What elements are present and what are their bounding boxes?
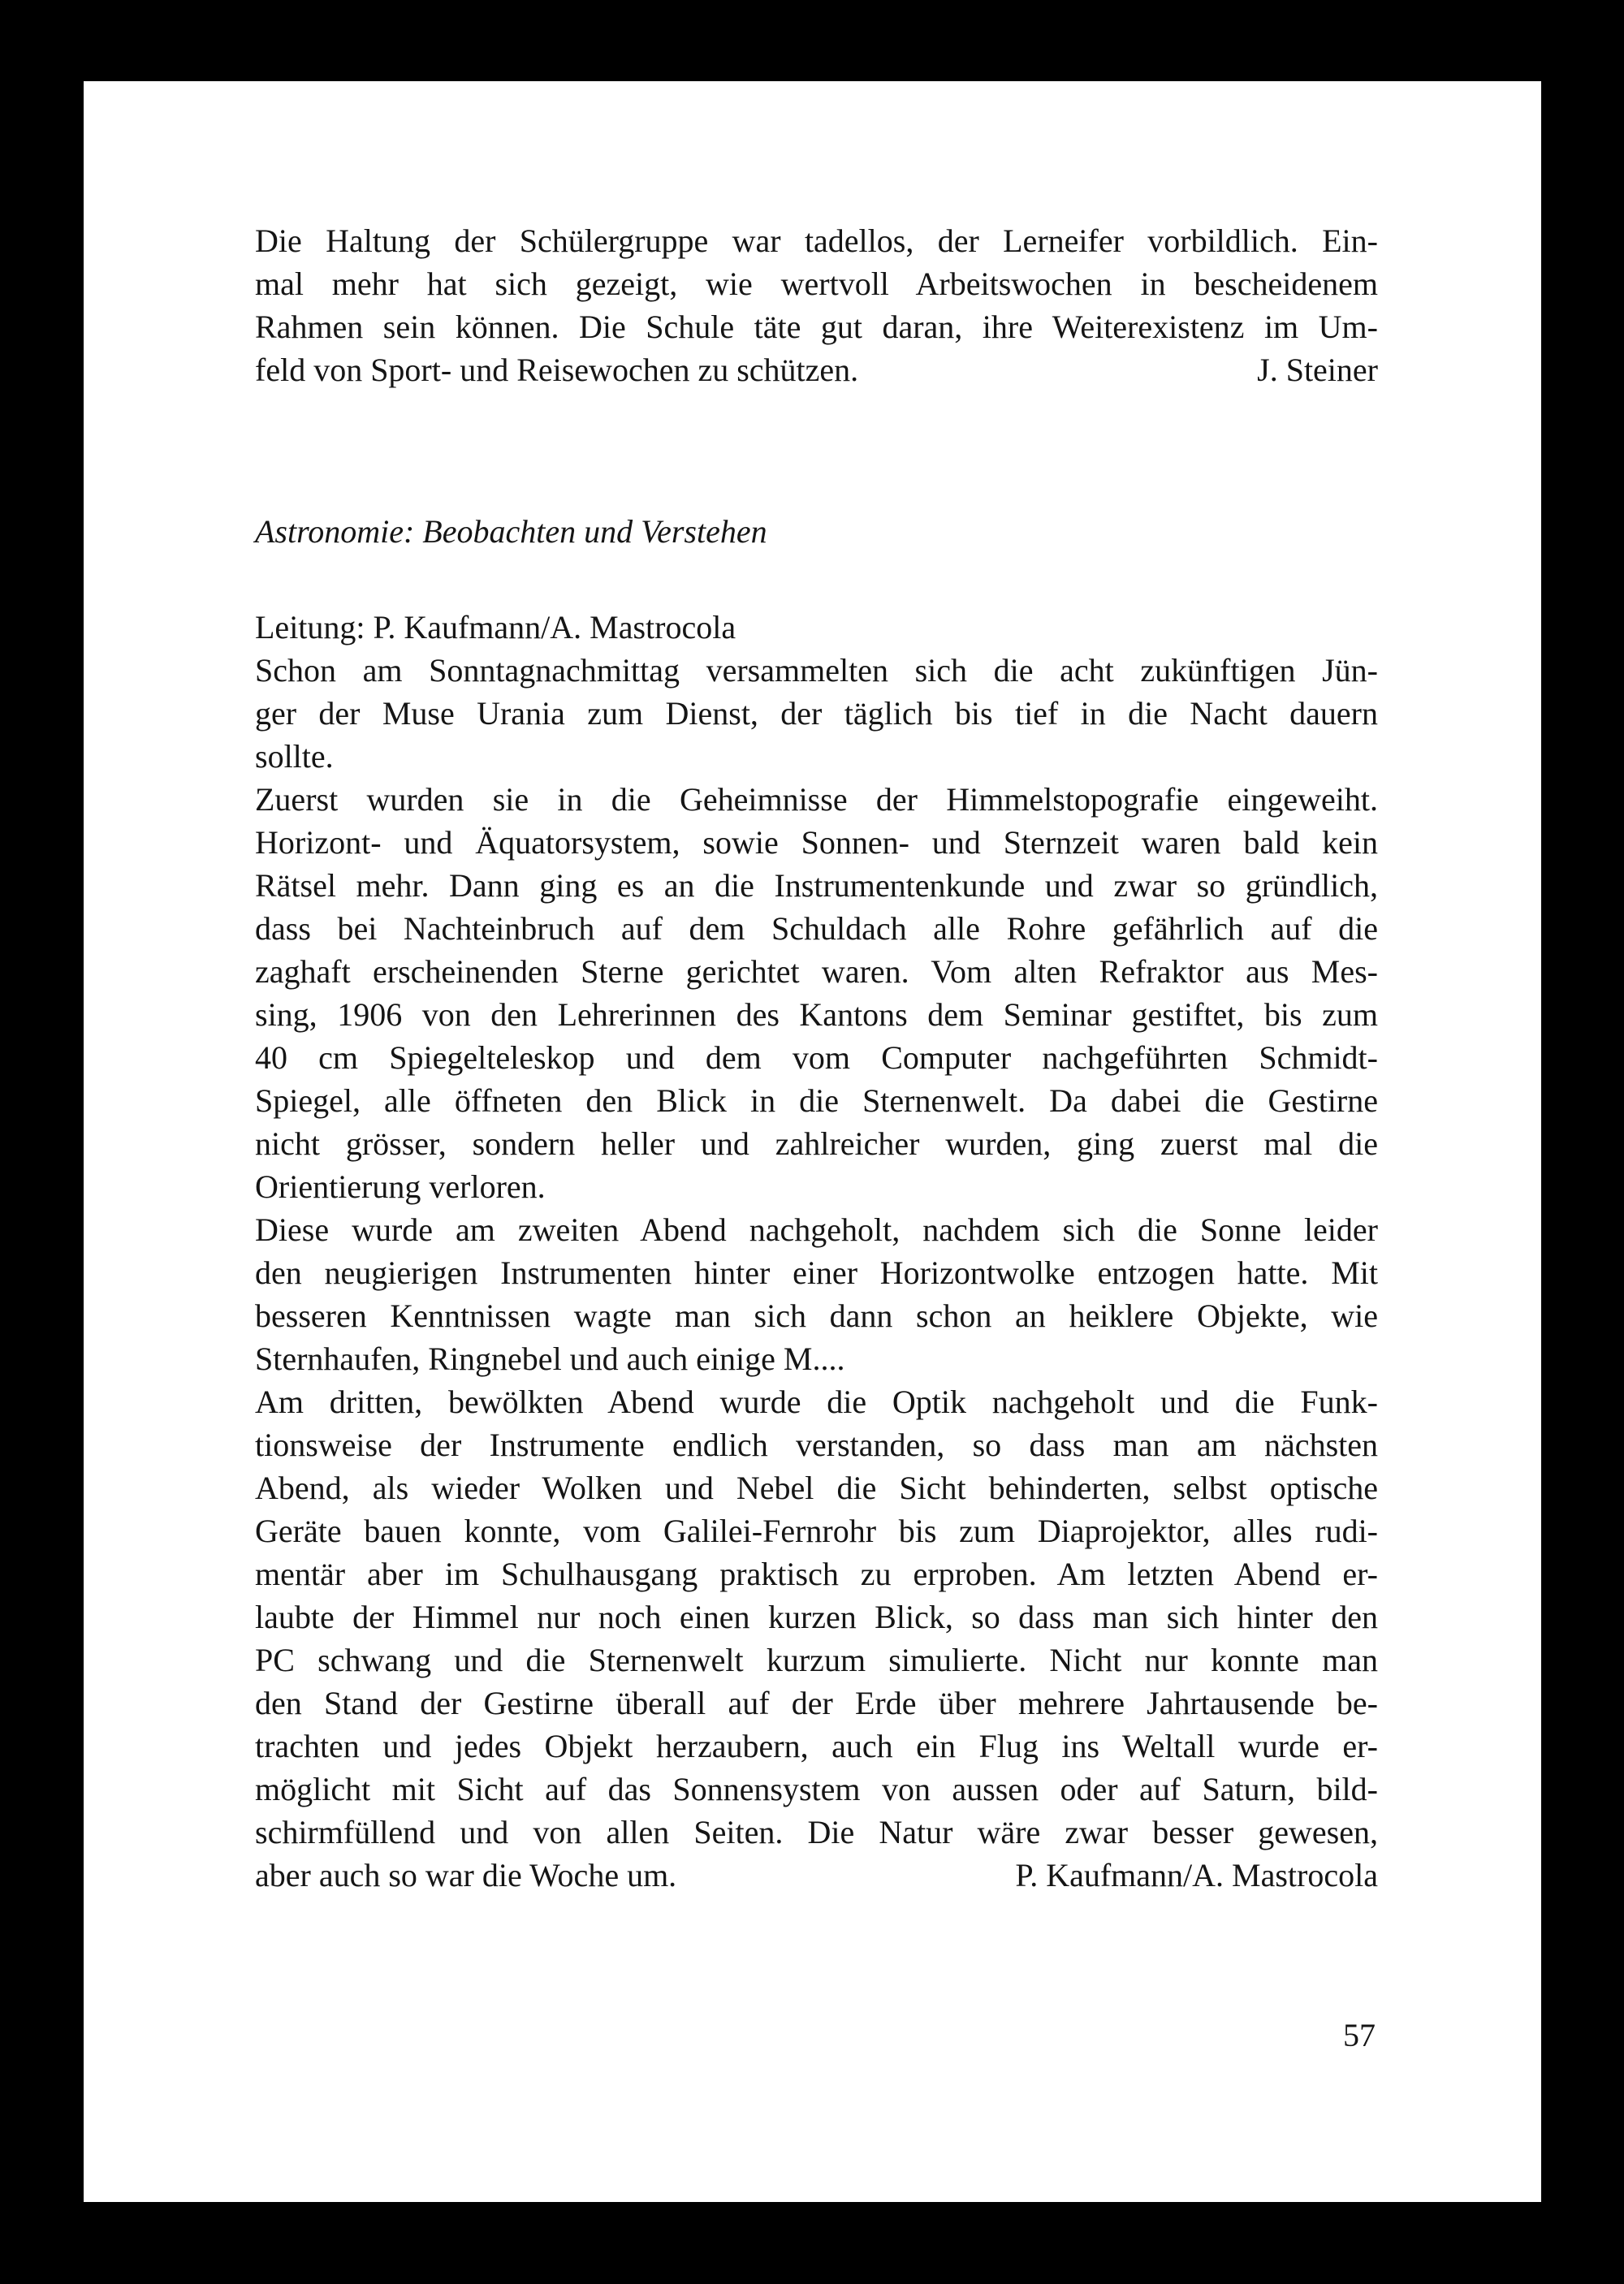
text-line: schirmfüllend und von allen Seiten. Die Natur wäre zwar besser gewesen, — [255, 1814, 1378, 1850]
text-line: Sternhaufen, Ringnebel und auch einige M.... — [255, 1341, 845, 1377]
text-line: Horizont- und Äquatorsystem, sowie Sonnen- und Sternzeit waren bald kein — [255, 824, 1378, 861]
text-line: PC schwang und die Sternenwelt kurzum simulierte. Nicht nur konnte man — [255, 1642, 1378, 1678]
text-line: Am dritten, bewölkten Abend wurde die Optik nachgeholt und die Funk- — [255, 1384, 1378, 1420]
author-signature: P. Kaufmann/A. Mastrocola — [1015, 1857, 1378, 1893]
text-line: den neugierigen Instrumenten hinter einer Horizontwolke entzogen hatte. Mit — [255, 1254, 1378, 1291]
text-line: mentär aber im Schulhausgang praktisch zu erproben. Am letzten Abend er- — [255, 1556, 1378, 1592]
text-line: tionsweise der Instrumente endlich verstanden, so dass man am nächsten — [255, 1427, 1378, 1463]
text-line: nicht grösser, sondern heller und zahlreicher wurden, ging zuerst mal die — [255, 1125, 1378, 1162]
text-line: zaghaft erscheinenden Sterne gerichtet waren. Vom alten Refraktor aus Mes- — [255, 953, 1378, 990]
text-line: Orientierung verloren. — [255, 1168, 546, 1205]
text-line: den Stand der Gestirne überall auf der Erde über mehrere Jahrtausende be- — [255, 1685, 1378, 1721]
text-line-with-signature — [255, 348, 1378, 391]
text-line: möglicht mit Sicht auf das Sonnensystem von aussen oder auf Saturn, bild- — [255, 1771, 1378, 1807]
text-line: Geräte bauen konnte, vom Galilei-Fernrohr bis zum Diaprojektor, alles rudi- — [255, 1513, 1378, 1549]
paragraph-1 — [255, 219, 1378, 391]
section-heading: Astronomie: Beobachten und Verstehen — [255, 513, 767, 550]
text-line: laubte der Himmel nur noch einen kurzen Blick, so dass man sich hinter den — [255, 1599, 1378, 1635]
text-line: Die Haltung der Schülergruppe war tadellos, der Lerneifer vorbildlich. Ein- — [255, 222, 1378, 259]
text-line: Spiegel, alle öffneten den Blick in die Sternenwelt. Da dabei die Gestirne — [255, 1082, 1378, 1119]
text-line: 40 cm Spiegelteleskop und dem vom Computer nachgeführten Schmidt- — [255, 1039, 1378, 1076]
text-line: trachten und jedes Objekt herzaubern, auch ein Flug ins Weltall wurde er- — [255, 1728, 1378, 1764]
leitung-line: Leitung: P. Kaufmann/A. Mastrocola — [255, 609, 736, 645]
text-line: dass bei Nachteinbruch auf dem Schuldach alle Rohre gefährlich auf die — [255, 910, 1378, 947]
text-line: Rätsel mehr. Dann ging es an die Instrumentenkunde und zwar so gründlich, — [255, 867, 1378, 904]
text-line: Zuerst wurden sie in die Geheimnisse der Himmelstopografie eingeweiht. — [255, 781, 1378, 818]
text-line: besseren Kenntnissen wagte man sich dann schon an heiklere Objekte, wie — [255, 1297, 1378, 1334]
article-body — [255, 606, 1378, 1897]
text-line: ger der Muse Urania zum Dienst, der täglich bis tief in die Nacht dauern — [255, 695, 1378, 732]
text-line: aber auch so war die Woche um. — [255, 1857, 677, 1893]
text-line: Rahmen sein können. Die Schule täte gut daran, ihre Weiterexistenz im Um- — [255, 309, 1378, 345]
document-page — [84, 81, 1541, 2202]
page-number: 57 — [1343, 2017, 1376, 2053]
author-signature: J. Steiner — [1257, 352, 1378, 388]
text-line: mal mehr hat sich gezeigt, wie wertvoll Arbeitswochen in bescheidenem — [255, 266, 1378, 302]
text-line: sing, 1906 von den Lehrerinnen des Kantons dem Seminar gestiftet, bis zum — [255, 996, 1378, 1033]
text-line: Abend, als wieder Wolken und Nebel die Sicht behinderten, selbst optische — [255, 1470, 1378, 1506]
text-line: sollte. — [255, 738, 334, 775]
text-line: feld von Sport- und Reisewochen zu schützen. — [255, 352, 859, 388]
text-line: Diese wurde am zweiten Abend nachgeholt, nachdem sich die Sonne leider — [255, 1211, 1378, 1248]
text-line-with-signature — [255, 1854, 1378, 1897]
text-line: Schon am Sonntagnachmittag versammelten sich die acht zukünftigen Jün- — [255, 652, 1378, 689]
